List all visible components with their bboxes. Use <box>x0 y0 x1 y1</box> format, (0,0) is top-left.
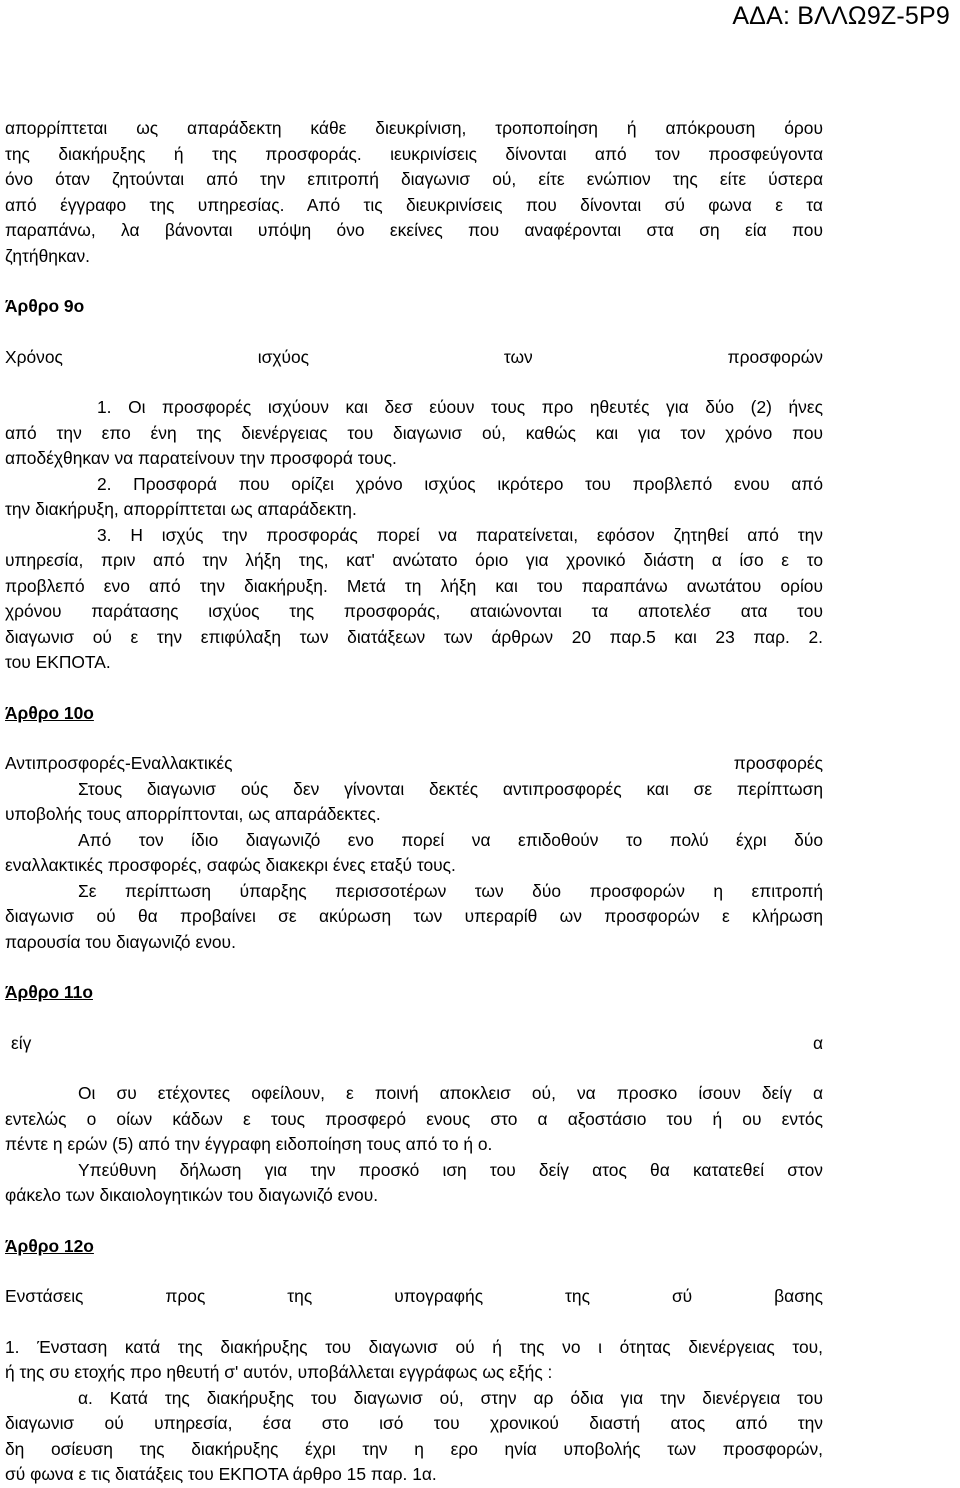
article-subtitle: είγ α <box>11 1032 823 1053</box>
article-heading: Άρθρο 12ο <box>5 1235 94 1256</box>
intro-paragraph <box>5 116 823 269</box>
article-11 <box>5 980 823 1209</box>
text-line: χρόνου παράτασης ισχύος της προσφοράς, αταιώνονται τα αποτελέσ ατα του <box>5 601 823 621</box>
text-line: 2. Προσφορά που ορίζει χρόνο ισχύος ικρότερο του προβλεπό ενου από <box>97 473 823 494</box>
text-line: εντελώς ο οίων κάδων ε τους προσφερό ενους στο α αξοστάσιο του ή ου εντός <box>5 1108 823 1129</box>
article-10-paragraph-2 <box>5 828 823 879</box>
text-line: διαγωνισ ού υπηρεσία, έσα στο ισό του χρονικού διαστή ατος από την <box>5 1413 823 1433</box>
text-line: προβλεπό ενο από την διακήρυξη. Μετά τη λήξη και του παραπάνω ανωτάτου ορίου <box>5 575 823 596</box>
text-line: αποδέχθηκαν να παρατείνουν την προσφορά τους. <box>5 448 397 468</box>
text-line: Υπεύθυνη δήλωση για την προσκό ιση του δείγ ατος θα κατατεθεί στον <box>78 1159 823 1180</box>
article-heading: Άρθρο 11ο <box>5 982 93 1002</box>
article-11-paragraph-2 <box>5 1158 823 1209</box>
text-line: Οι συ ετέχοντες οφείλουν, ε ποινή αποκλεισ ού, να προσκο ίσουν δείγ α <box>78 1083 823 1103</box>
article-9 <box>5 294 823 676</box>
text-line: 3. Η ισχύς την προσφοράς πορεί να παρατείνεται, εφόσον ζητηθεί από την <box>97 524 823 545</box>
text-line: ή της συ ετοχής προ ηθευτή σ' αυτόν, υποβάλλεται εγγράφως ως εξής : <box>5 1362 553 1382</box>
text-line: εναλλακτικές προσφορές, σαφώς διακεκρι ένες εταξύ τους. <box>5 855 456 875</box>
text-line: την διακήρυξη, απορρίπτεται ως απαράδεκτη. <box>5 499 357 519</box>
text-line: Από τον ίδιο διαγωνιζό ενο πορεί να επιδοθούν το πολύ έχρι δύο <box>78 829 823 850</box>
article-11-paragraph-1 <box>5 1081 823 1158</box>
article-9-paragraph-2 <box>5 472 823 523</box>
article-heading: Άρθρο 9ο <box>5 296 85 316</box>
article-9-paragraph-3 <box>5 523 823 676</box>
text-line: από την επο ένη της διενέργειας του διαγωνισ ού, καθώς και για τον χρόνο που <box>5 422 823 443</box>
text-line: διαγωνισ ού θα προβαίνει σε ακύρωση των υπεραρίθ ων προσφορών ε κλήρωση <box>5 906 823 926</box>
article-10-paragraph-1 <box>5 777 823 828</box>
article-9-paragraph-1 <box>5 395 823 472</box>
text-line: από έγγραφο της υπηρεσίας. Από τις διευκρινίσεις που δίνονται σύ φωνα ε τα <box>5 194 823 215</box>
text-line: Στους διαγωνισ ούς δεν γίνονται δεκτές αντιπροσφορές και σε περίπτωση <box>78 778 823 799</box>
document-body <box>5 116 823 1488</box>
article-subtitle: Ενστάσεις προς της υπογραφής της σύ βασης <box>5 1286 823 1306</box>
text-line: υπηρεσία, πριν από την λήξη της, κατ' ανώτατο όριο για χρονικό διάστη α ίσο ε το <box>5 550 823 570</box>
article-12-paragraph-2 <box>5 1386 823 1488</box>
text-line: σύ φωνα ε τις διατάξεις του ΕΚΠΟΤΑ άρθρο 15 παρ. 1α. <box>5 1464 437 1484</box>
ada-code-header: ΑΔΑ: ΒΛΛΩ9Ζ-5Ρ9 <box>732 2 950 30</box>
article-subtitle: Αντιπροσφορές-Εναλλακτικές προσφορές <box>5 753 823 773</box>
article-subtitle: Χρόνος ισχύος των προσφορών <box>5 346 823 367</box>
text-line: α. Κατά της διακήρυξης του διαγωνισ ού, στην αρ όδια για την διενέργεια του <box>78 1387 823 1408</box>
text-line: του ΕΚΠΟΤΑ. <box>5 652 111 672</box>
text-line: της διακήρυξης ή της προσφοράς. ιευκρινίσεις δίνονται από τον προσφεύγοντα <box>5 143 823 164</box>
text-line: υποβολής τους απορρίπτονται, ως απαράδεκτες. <box>5 804 381 824</box>
text-line: όνο όταν ζητούνται από την επιτροπή διαγωνισ ού, είτε ενώπιον της είτε ύστερα <box>5 169 823 189</box>
article-12-paragraph-1 <box>5 1335 823 1386</box>
text-line: παρουσία του διαγωνιζό ενου. <box>5 931 236 952</box>
text-line: πέντε η ερών (5) από την έγγραφη ειδοποίηση τους από το ή ο. <box>5 1134 493 1154</box>
text-line: φάκελο των δικαιολογητικών του διαγωνιζό ενου. <box>5 1185 379 1205</box>
article-10 <box>5 701 823 956</box>
text-line: απορρίπτεται ως απαράδεκτη κάθε διευκρίνιση, τροποποίηση ή απόκρουση όρου <box>5 118 823 138</box>
text-line: ζητήθηκαν. <box>5 245 90 266</box>
text-line: δη οσίευση της διακήρυξης έχρι την η ερο ηνία υποβολής των προσφορών, <box>5 1438 823 1459</box>
article-12 <box>5 1234 823 1488</box>
article-10-paragraph-3 <box>5 879 823 956</box>
text-line: διαγωνισ ού ε την επιφύλαξη των διατάξεων των άρθρων 20 παρ.5 και 23 παρ. 2. <box>5 626 823 647</box>
article-heading: Άρθρο 10ο <box>5 702 94 723</box>
text-line: παραπάνω, λα βάνονται υπόψη όνο εκείνες που αναφέρονται στα ση εία που <box>5 220 823 240</box>
text-line: 1. Ένσταση κατά της διακήρυξης του διαγωνισ ού ή της νο ι ότητας διενέργειας του, <box>5 1336 823 1357</box>
text-line: 1. Οι προσφορές ισχύουν και δεσ εύουν τους προ ηθευτές για δύο (2) ήνες <box>97 397 823 417</box>
text-line: Σε περίπτωση ύπαρξης περισσοτέρων των δύο προσφορών η επιτροπή <box>78 880 823 901</box>
